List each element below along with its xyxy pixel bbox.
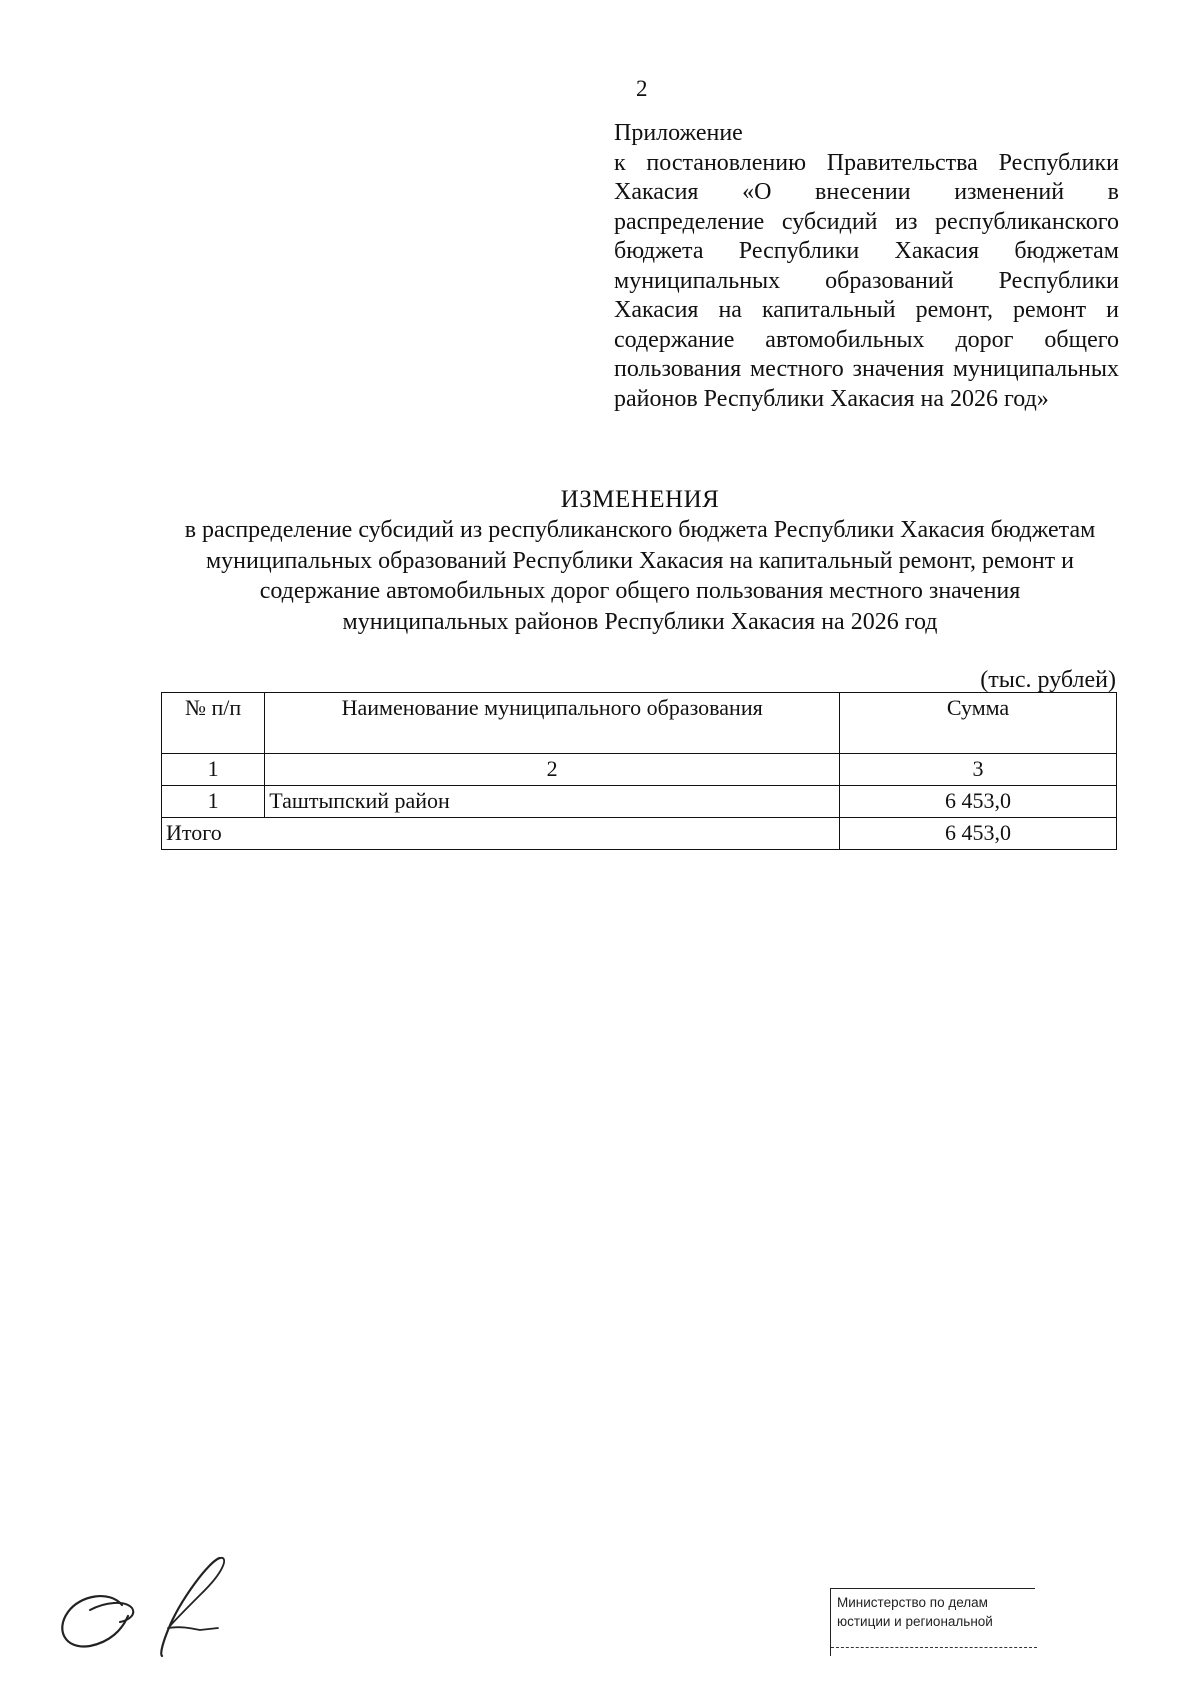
total-label: Итого — [162, 818, 840, 850]
unit-label: (тыс. рублей) — [980, 667, 1116, 693]
appendix-block — [614, 119, 1119, 414]
page-number: 2 — [636, 76, 648, 101]
total-row — [162, 818, 1117, 850]
handwritten-signature — [50, 1550, 240, 1660]
document-title: ИЗМЕНЕНИЯ — [560, 486, 720, 513]
header-name: Наименование муниципального образования — [265, 693, 840, 754]
column-number: 3 — [840, 754, 1117, 786]
column-number: 2 — [265, 754, 840, 786]
table-header-row — [162, 693, 1117, 754]
stamp-line-2: юстиции и региональной — [837, 1614, 993, 1629]
document-subtitle: в распределение субсидий из республиканского бюджета Республики Хакасия бюджетам муниципальных образований Республики Хакасия на капитальный ремонт, ремонт и содержание автомобильных дорог общего пользования местного значения муниципальных районов Республики Хакасия на 2026 год — [184, 517, 1096, 635]
table-row — [162, 786, 1117, 818]
appendix-text: к постановлению Правительства Республики Хакасия «О внесении изменений в распределение субсидий из республиканского бюджета Республики Хакасия бюджетам муниципальных образований Республики Хакасия на капитальный ремонт, ремонт и содержание автомобильных дорог общего пользования местного значения муниципальных районов Республики Хакасия на 2026 год» — [614, 149, 1119, 412]
stamp-line-1: Министерство по делам — [837, 1595, 988, 1610]
total-sum: 6 453,0 — [840, 818, 1117, 850]
appendix-heading: Приложение — [614, 120, 743, 146]
registration-stamp — [830, 1588, 1035, 1656]
row-name: Таштыпский район — [265, 786, 840, 818]
column-number-row — [162, 754, 1117, 786]
header-number: № п/п — [162, 693, 265, 754]
row-sum: 6 453,0 — [840, 786, 1117, 818]
column-number: 1 — [162, 754, 265, 786]
header-sum: Сумма — [840, 693, 1117, 754]
row-number: 1 — [162, 786, 265, 818]
subsidy-table — [161, 692, 1117, 850]
